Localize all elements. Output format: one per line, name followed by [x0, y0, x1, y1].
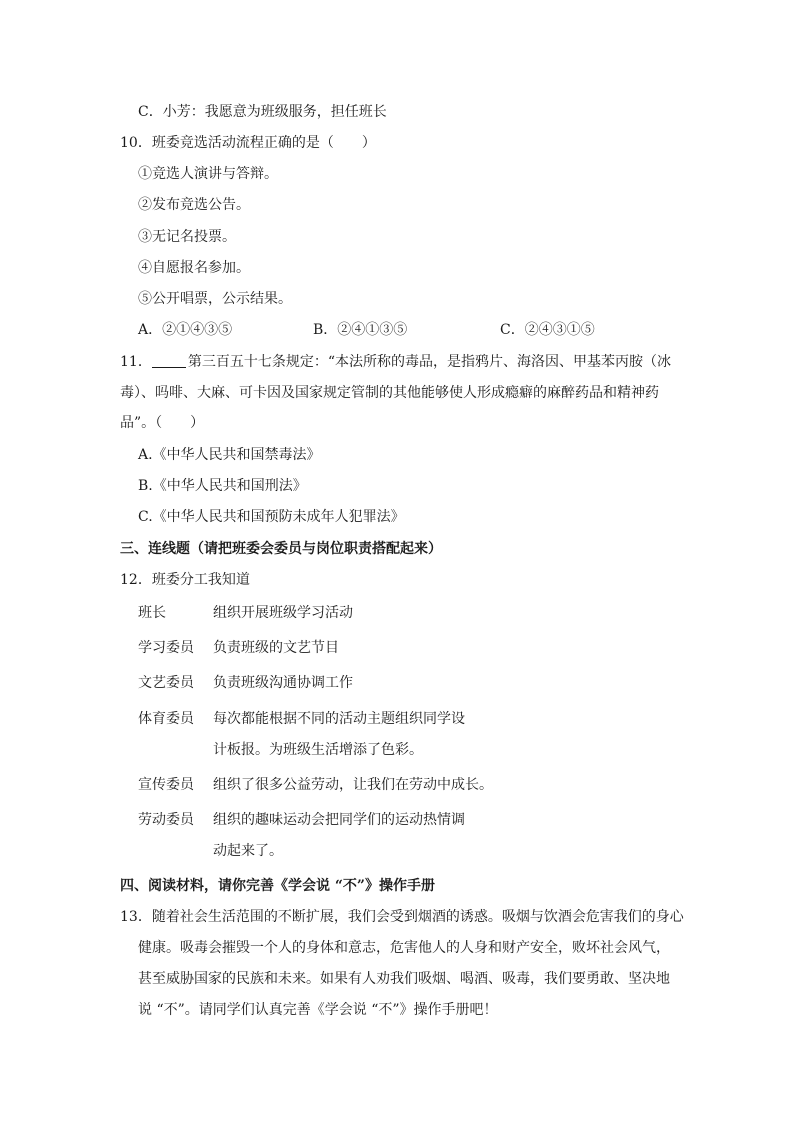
role-labor: 劳动委员 [138, 812, 194, 828]
q11-stem-line1 [120, 352, 671, 372]
q11-number: 11． [120, 354, 152, 370]
duty-4-line2: 计板报。为班级生活增添了色彩。 [213, 742, 423, 758]
q11-option-c: C.《中华人民共和国预防未成年人犯罪法》 [138, 509, 405, 525]
q13-line1: 13．随着社会生活范围的不断扩展，我们会受到烟酒的诱惑。吸烟与饮酒会危害我们的身心 [120, 909, 684, 925]
duty-6-line1: 组织的趣味运动会把同学们的运动热情调 [213, 812, 465, 828]
role-monitor: 班长 [138, 605, 166, 621]
duty-3: 负责班级沟通协调工作 [213, 675, 353, 691]
q10-step-2: ②发布竞选公告。 [138, 197, 250, 213]
q10-step-4: ④自愿报名参加。 [138, 260, 250, 276]
q10-option-c: C．②④③①⑤ [500, 322, 595, 338]
q10-option-b: B．②④①③⑤ [313, 322, 408, 338]
duty-1: 组织开展班级学习活动 [213, 605, 353, 621]
q11-option-a: A.《中华人民共和国禁毒法》 [138, 447, 321, 463]
section3-heading: 三、连线题（请把班委会委员与岗位职责搭配起来） [120, 541, 442, 557]
q11-option-b: B.《中华人民共和国刑法》 [138, 478, 307, 494]
section4-heading: 四、阅读材料，请你完善《学会说 “不”》操作手册 [120, 878, 435, 894]
duty-6-line2: 动起来了。 [213, 843, 283, 859]
role-arts: 文艺委员 [138, 675, 194, 691]
q10-step-5: ⑤公开唱票，公示结果。 [138, 291, 292, 307]
q10-option-a: A．②①④③⑤ [138, 322, 233, 338]
role-publicity: 宣传委员 [138, 777, 194, 793]
role-study: 学习委员 [138, 640, 194, 656]
q10-stem: 10．班委竞选活动流程正确的是（ ） [120, 135, 376, 151]
q10-step-3: ③无记名投票。 [138, 229, 236, 245]
duty-2: 负责班级的文艺节目 [213, 640, 339, 656]
q11-answer-blank [152, 352, 186, 368]
q13-line2: 健康。吸毒会摧毁一个人的身体和意志，危害他人的人身和财产安全，败坏社会风气， [138, 940, 670, 956]
role-sports: 体育委员 [138, 711, 194, 727]
q12-stem: 12．班委分工我知道 [120, 572, 250, 588]
q9-option-c: C．小芳：我愿意为班级服务，担任班长 [138, 104, 387, 120]
q13-line3: 甚至威胁国家的民族和未来。如果有人劝我们吸烟、喝酒、吸毒，我们要勇敢、坚决地 [138, 971, 670, 987]
duty-4-line1: 每次都能根据不同的活动主题组织同学设 [213, 711, 465, 727]
q11-stem-text: 第三百五十七条规定：“本法所称的毒品，是指鸦片、海洛因、甲基苯丙胺（冰 [187, 354, 671, 370]
q10-step-1: ①竞选人演讲与答辩。 [138, 166, 278, 182]
q11-stem-line2: 毒）、吗啡、大麻、可卡因及国家规定管制的其他能够使人形成瘾癖的麻醉药品和精神药 [120, 385, 659, 401]
q11-stem-line3: 品”。（ ） [120, 415, 205, 431]
q13-line4: 说 “不”。请同学们认真完善《学会说 “不”》操作手册吧！ [138, 1002, 498, 1018]
duty-5: 组织了很多公益劳动，让我们在劳动中成长。 [213, 777, 493, 793]
